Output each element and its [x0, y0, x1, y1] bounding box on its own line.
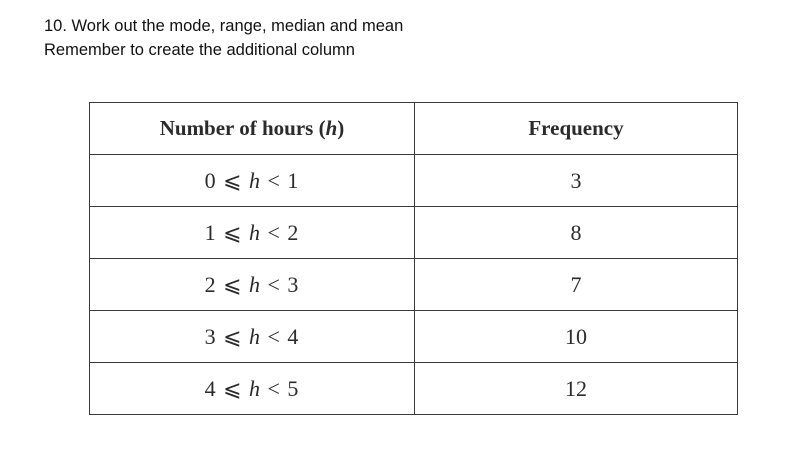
interval-le: ⩽	[223, 219, 243, 245]
header-hours-prefix: Number of hours (	[159, 116, 326, 140]
header-hours-variable: h	[325, 116, 338, 140]
interval-le: ⩽	[223, 375, 243, 401]
interval-lower: 3	[204, 323, 217, 349]
interval-le: ⩽	[223, 323, 243, 349]
interval-upper: 2	[287, 219, 300, 245]
interval-lower: 2	[204, 271, 217, 297]
interval-variable: h	[249, 375, 261, 401]
interval-variable: h	[249, 167, 261, 193]
interval-cell	[90, 207, 415, 259]
table-row	[90, 311, 738, 363]
question-line-2: Remember to create the additional column	[44, 41, 355, 59]
interval-cell	[90, 363, 415, 415]
interval-variable: h	[249, 323, 261, 349]
interval-lt: <	[267, 167, 281, 193]
header-hours-suffix: )	[337, 116, 345, 140]
interval-lower: 1	[204, 219, 217, 245]
interval-le: ⩽	[223, 167, 243, 193]
frequency-cell: 3	[415, 155, 738, 207]
header-hours	[90, 103, 415, 155]
interval-lt: <	[267, 219, 281, 245]
question-text	[44, 14, 403, 62]
interval-variable: h	[249, 271, 261, 297]
frequency-cell: 12	[415, 363, 738, 415]
frequency-cell: 8	[415, 207, 738, 259]
interval-cell	[90, 311, 415, 363]
table-header-row	[90, 103, 738, 155]
interval-lt: <	[267, 271, 281, 297]
frequency-cell: 7	[415, 259, 738, 311]
interval-le: ⩽	[223, 271, 243, 297]
interval-upper: 1	[287, 167, 300, 193]
interval-cell	[90, 259, 415, 311]
frequency-table-container	[89, 102, 738, 415]
interval-upper: 4	[287, 323, 300, 349]
table-row	[90, 207, 738, 259]
interval-upper: 3	[287, 271, 300, 297]
interval-lower: 4	[204, 375, 217, 401]
interval-variable: h	[249, 219, 261, 245]
interval-cell	[90, 155, 415, 207]
frequency-cell: 10	[415, 311, 738, 363]
table-row	[90, 363, 738, 415]
frequency-table	[89, 102, 738, 415]
interval-lt: <	[267, 375, 281, 401]
question-line-1: 10. Work out the mode, range, median and mean	[44, 17, 404, 35]
interval-lower: 0	[204, 167, 217, 193]
table-row	[90, 259, 738, 311]
table-row	[90, 155, 738, 207]
header-frequency: Frequency	[415, 103, 738, 155]
interval-upper: 5	[287, 375, 300, 401]
interval-lt: <	[267, 323, 281, 349]
